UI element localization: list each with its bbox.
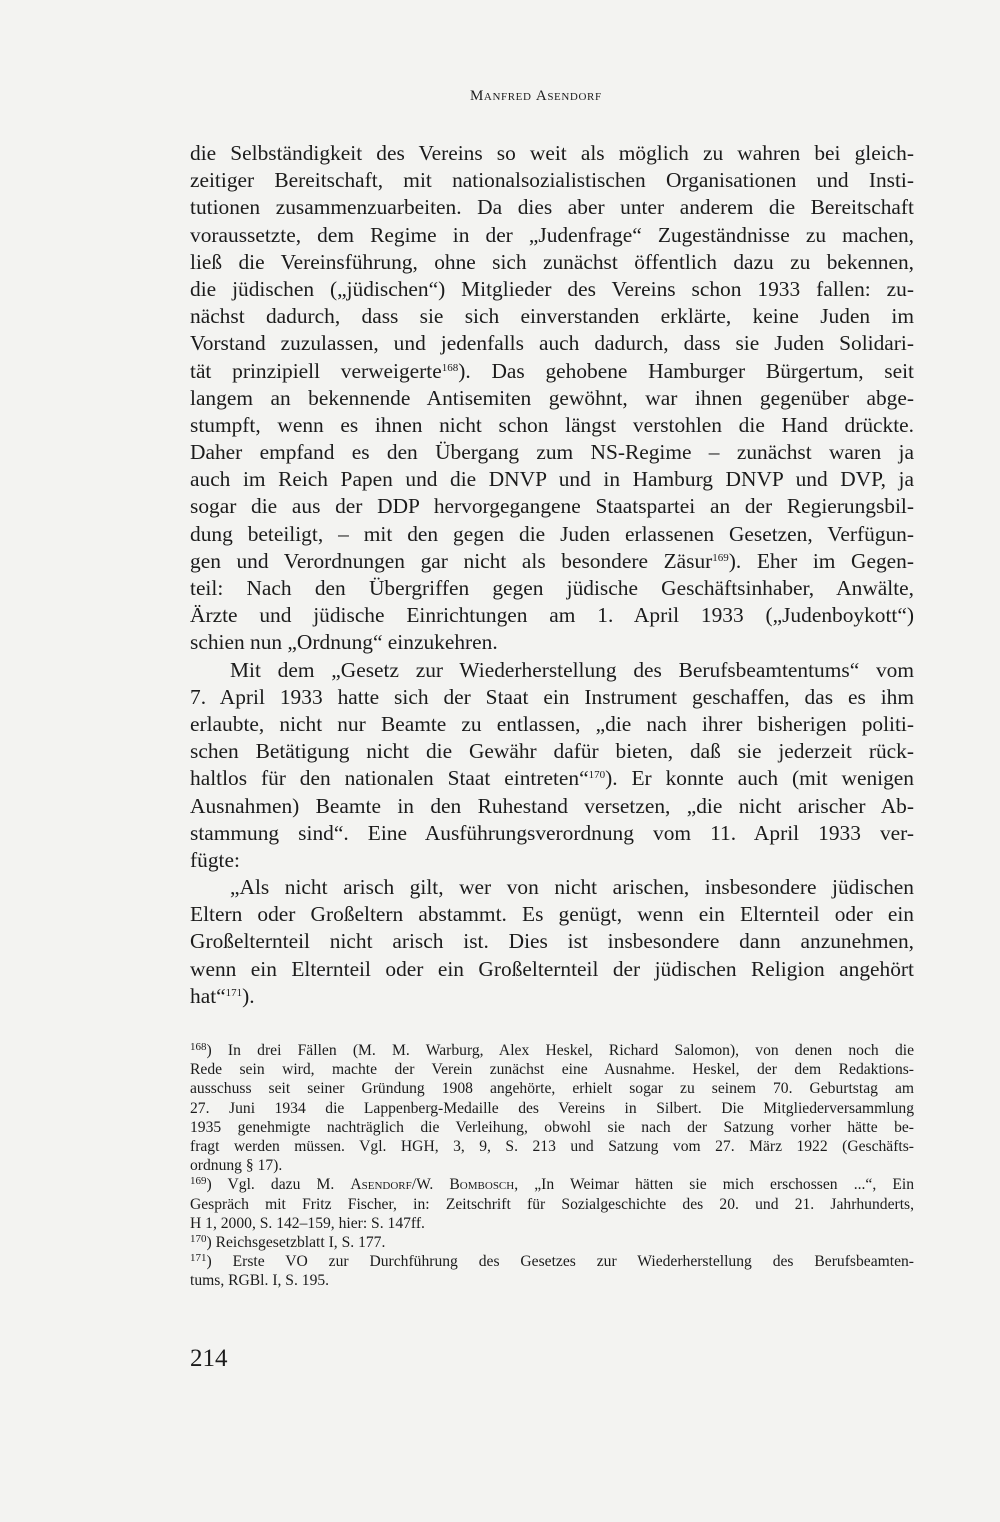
body-line: erlaubte, nicht nur Beamte zu entlassen, „die nach ihrer bisherigen politi- [190,711,914,736]
footnote-171 [190,1252,914,1290]
footnote-line: 1935 genehmigte nachträglich die Verleihung, obwohl sie nach der Satzung vorher hätte be- [190,1118,914,1136]
footnote-text: ) Reichsgesetzblatt I, S. 177. [206,1233,386,1251]
page-number: 214 [190,1345,228,1372]
body-line [190,358,914,385]
body-line: stammung sind“. Eine Ausführungsverordnung vom 11. April 1933 ver- [190,820,914,845]
body-line: 7. April 1933 hatte sich der Staat ein Instrument geschaffen, das es ihm [190,684,914,709]
footnote-line: ordnung § 17). [190,1157,283,1175]
quote-line: Eltern oder Großeltern abstammt. Es genügt, wenn ein Elternteil oder ein [190,902,914,927]
author-name: Asendorf [350,1176,412,1194]
footnote-169 [190,1175,914,1233]
quote-line-text: hat“ [190,983,226,1008]
footnote-168 [190,1041,914,1175]
footnote-ref-169[interactable]: 169 [712,551,729,564]
footnote-line [190,1252,914,1271]
footnote-number: 168 [190,1041,207,1053]
body-line-text: haltlos für den nationalen Staat eintreten“ [190,766,589,791]
footnote-line: 27. Juni 1934 die Lappenberg-Medaille des Vereins in Silbert. Die Mitgliederversammlung [190,1099,914,1117]
body-line: Ärzte und jüdische Einrichtungen am 1. April 1933 („Judenboykott“) [190,603,914,628]
quote-line: „Als nicht arisch gilt, wer von nicht arischen, insbesondere jüdischen [230,875,914,900]
footnote-number: 171 [190,1252,207,1265]
footnote-ref-170[interactable]: 170 [588,769,606,782]
body-line-text: ). Das gehobene Hamburger Bürgertum, seit [458,358,915,383]
body-line: die jüdischen („jüdischen“) Mitglieder des Vereins schon 1933 fallen: zu- [190,276,914,301]
body-line: Mit dem „Gesetz zur Wiederherstellung des Berufsbeamtentums“ vom [230,657,914,682]
footnote-line [190,1041,914,1060]
body-line: ließ die Vereinsführung, ohne sich zunächst öffentlich dazu zu bekennen, [190,249,914,274]
footnote-number: 170 [190,1232,207,1245]
quote-line-text: ). [242,983,255,1008]
body-line: schen Betätigung nicht die Gewähr dafür bieten, daß sie jederzeit rück- [190,739,914,764]
body-line: sogar die aus der DDP hervorgegangene Staatspartei an der Regierungsbil- [190,494,914,519]
running-head [470,88,670,105]
body-line-text: gen und Verordnungen gar nicht als besondere Zäsur [190,548,713,573]
footnote-line: ausschuss seit seiner Gründung 1908 angehörte, erhielt sogar zu seinem 70. Geburtstag am [190,1080,914,1098]
body-line-text: tät prinzipiell verweigerte [190,358,442,383]
body-line: voraussetzte, dem Regime in der „Judenfrage“ Zugeständnisse zu machen, [190,222,914,247]
body-line: langem an bekennende Antisemiten gewöhnt, war ihnen gegenüber abge- [190,385,914,410]
footnote-line [190,1175,914,1194]
footnote-line: Gespräch mit Fritz Fischer, in: Zeitschrift für Sozialgeschichte des 20. und 21. Jahrhunderts, [190,1195,914,1213]
body-text [190,140,914,1010]
body-line: teil: Nach den Übergriffen gegen jüdische Geschäftsinhaber, Anwälte, [190,576,914,600]
body-line [190,765,914,792]
footnote-text: ) In drei Fällen (M. M. Warburg, Alex Heskel, Richard Salomon), von denen noch die [206,1042,914,1059]
footnote-line: tums, RGBl. I, S. 195. [190,1272,330,1290]
body-line: auch im Reich Papen und die DNVP und in Hamburg DNVP und DVP, ja [190,467,914,492]
footnote-ref-171[interactable]: 171 [225,986,243,999]
block-quote [190,874,914,1010]
body-line: Daher empfand es den Übergang zum NS-Regime – zunächst waren ja [190,440,914,465]
footnote-line: Rede sein wird, machte der Verein zunächst eine Ausnahme. Heskel, der dem Redaktions- [190,1061,914,1079]
footnote-number: 169 [190,1175,207,1188]
footnote-line [190,1233,914,1252]
body-line: dung beteiligt, – mit den gegen die Juden erlassenen Gesetzen, Verfügun- [190,521,914,546]
body-line [190,548,914,575]
footnote-text: ) Erste VO zur Durchführung des Gesetzes zur Wiederherstellung des Berufsbeamten- [206,1253,914,1271]
running-head-first-name: Manfred [470,88,532,104]
footnote-line: H 1, 2000, S. 142–159, hier: S. 147ff. [190,1214,425,1232]
quote-line: Großelternteil nicht arisch ist. Dies ist insbesondere dann anzunehmen, [190,929,914,954]
footnote-text: /W. [411,1176,450,1194]
footnote-170 [190,1233,914,1252]
running-head-last-name: Asendorf [535,88,602,104]
quote-line [190,983,914,1010]
body-line: fügte: [190,847,240,872]
footnotes [190,1041,914,1290]
body-line-text: ). Er konnte auch (mit wenigen [605,766,914,791]
author-name: Bombosch [449,1176,515,1194]
body-line: schien nun „Ordnung“ einzukehren. [190,630,498,655]
body-line: nächst dadurch, dass sie sich einverstanden erklärte, keine Juden im [190,304,914,329]
body-line: tutionen zusammenzuarbeiten. Da dies aber unter anderem die Bereitschaft [190,195,914,220]
quote-line: wenn ein Elternteil oder ein Großelternteil der jüdischen Religion angehört [190,956,914,981]
body-line: Vorstand zuzulassen, und jedenfalls auch dadurch, dass sie Juden Solidari- [190,331,914,356]
footnote-text: ) Vgl. dazu M. [206,1176,351,1194]
footnote-text: , „In Weimar hätten sie mich erschossen ...“, Ein [514,1176,914,1194]
body-line: zeitiger Bereitschaft, mit nationalsozialistischen Organisationen und Insti- [190,168,914,193]
footnote-line: fragt werden müssen. Vgl. HGH, 3, 9, S. 213 und Satzung vom 27. März 1922 (Geschäfts- [190,1137,914,1155]
footnote-ref-168[interactable]: 168 [441,361,459,374]
body-line-text: ). Eher im Gegen- [728,548,914,573]
body-line: Ausnahmen) Beamte in den Ruhestand versetzen, „die nicht arischer Ab- [190,793,914,818]
body-line: stumpft, wenn es ihnen nicht schon längst verstohlen die Hand drückte. [190,412,914,437]
body-line: die Selbständigkeit des Vereins so weit als möglich zu wahren bei gleich- [190,141,914,165]
